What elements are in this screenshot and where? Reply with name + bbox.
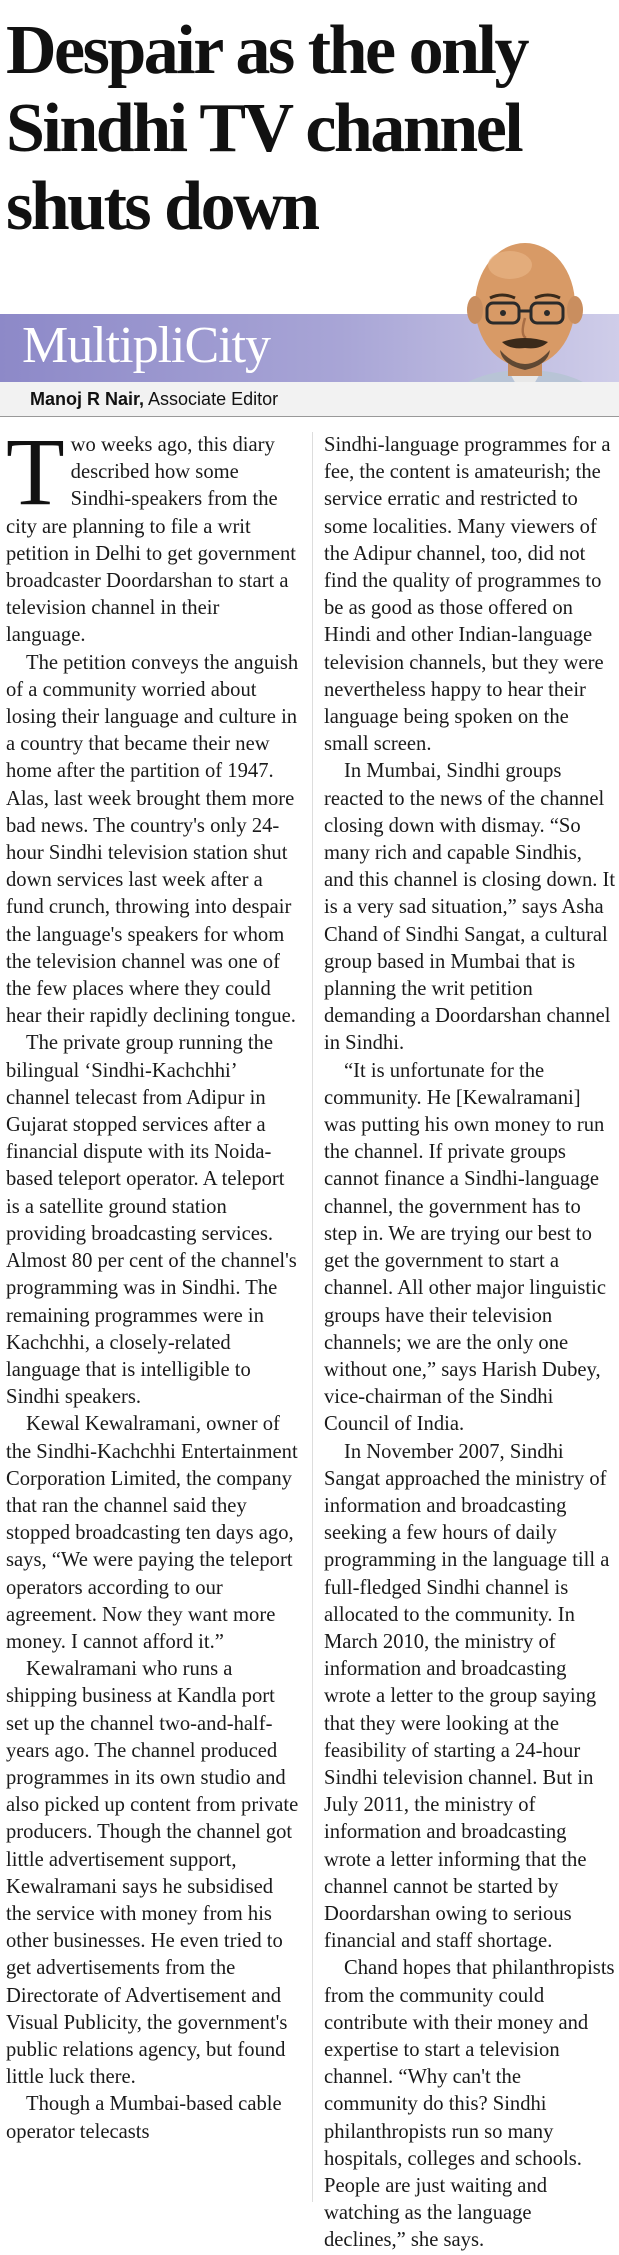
- paragraph: [6, 418, 302, 650]
- byline: [30, 389, 278, 410]
- paragraph: The private group running the bilingual ‘Sindhi-Kachchhi’ channel telecast from Adipur in Gujarat stopped services after a financial dispute with its Noida-based teleport operator. A teleport is a satellite ground station providing broadcasting services. Almost 80 per cent of the channel's programming was in Sindhi. The remaining programmes were in Kachchhi, a closely-related language that is intelligible to Sindhi speakers.: [6, 1032, 297, 1409]
- paragraph: Chand hopes that philanthropists from the community could contribute with their money and expertise to start a television channel. “Why can't the community do this? Sindhi philanthropists run so many hospitals, colleges and schools. People are just waiting and watching as the language declines,” she says.: [324, 1957, 615, 2252]
- column-title: MultipliCity: [22, 317, 271, 374]
- paragraph: In Mumbai, Sindhi groups reacted to the news of the channel closing down with dismay. “So many rich and capable Sindhis, and this channel is closing down. It is a very sad situation,” says Asha Chand of Sindhi Sangat, a cultural group based in Mumbai that is planning the writ petition demanding a Doordarshan channel in Sindhi.: [324, 760, 616, 1055]
- paragraph: Kewalramani who runs a shipping business at Kandla port set up the channel two-and-half-years ago. The channel produced programmes in its own studio and also picked up content from private producers. Though the channel got little advertisement support, Kewalramani says he subsidised the service with money from his other businesses. He even tried to get advertisements from the Directorate of Advertisement and Visual Publicity, the government's public relations agency, but found little luck there.: [6, 1658, 299, 2089]
- author-name: Manoj R Nair,: [30, 389, 145, 409]
- column-divider: [312, 432, 313, 2202]
- paragraph: Though a Mumbai-based cable operator telecasts: [6, 2093, 282, 2143]
- paragraph: Kewal Kewalramani, owner of the Sindhi-Kachchhi Entertainment Corporation Limited, the company that ran the channel said they stopped broadcasting ten days ago, says, “We were paying the teleport operators according to our agreement. Now they want more money. I cannot afford it.”: [6, 1413, 298, 1653]
- paragraph: The petition conveys the anguish of a community worried about losing their language and culture in a country that became their new home after the partition of 1947. Alas, last week brought them more bad news. The country's only 24-hour Sindhi television station shut down services last week after a fund crunch, throwing into despair the language's speakers for whom the television channel was one of the few places where they could hear their rapidly declining tongue.: [6, 651, 299, 1028]
- paragraph-text: wo weeks ago, this diary described how some Sindhi-speakers from the city are planning to file a writ petition in Delhi to get government broadcaster Doordarshan to start a television channel in their language.: [6, 434, 296, 647]
- left-column: [6, 418, 302, 2146]
- headline-line-1: Despair as the only: [6, 12, 527, 89]
- paragraph: Sindhi-language programmes for a fee, the content is amateurish; the service erratic and restricted to some localities. Many viewers of the Adipur channel, too, did not find the quality of programmes to be as good as those offered on Hindi and other Indian-language television channels, but they were nevertheless happy to hear their language being spoken on the small screen.: [324, 434, 611, 756]
- right-column: [324, 432, 616, 2255]
- author-role: Associate Editor: [144, 389, 279, 409]
- headline-line-3: shuts down: [6, 168, 318, 245]
- headline-line-2: Sindhi TV channel: [6, 90, 522, 167]
- paragraph: In November 2007, Sindhi Sangat approached the ministry of information and broadcasting seeking a few hours of daily programming in the language till a full-fledged Sindhi channel is allocated to the community. In March 2010, the ministry of information and broadcasting wrote a letter to the group saying that they were looking at the feasibility of starting a 24-hour Sindhi television channel. But in July 2011, the ministry of information and broadcasting wrote a letter informing that the channel cannot be started by Doordarshan owing to serious financial and staff shortage.: [324, 1440, 610, 1953]
- paragraph: “It is unfortunate for the community. He [Kewalramani] was putting his own money to run the channel. If private groups cannot finance a Sindhi-language channel, the government has to step in. We are trying our best to get the government to start a channel. All other major linguistic groups have their television channels; we are the only one without one,” says Harish Dubey, vice-chairman of the Sindhi Council of India.: [324, 1059, 606, 1436]
- drop-cap: T: [6, 418, 65, 525]
